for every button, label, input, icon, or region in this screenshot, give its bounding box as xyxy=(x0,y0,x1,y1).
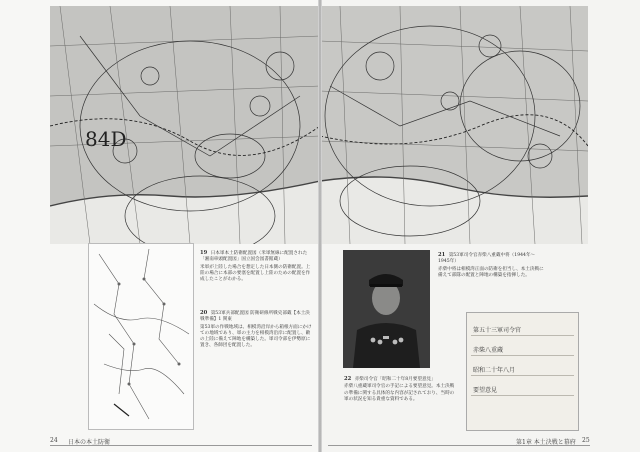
caption-20 xyxy=(200,310,312,350)
defense-map-left xyxy=(50,6,320,244)
letter-ruled-line xyxy=(471,375,574,376)
page-number-left: 24 xyxy=(50,437,58,444)
caption-title: 赤柴司令官「昭和二十年8月要望意見」 xyxy=(354,377,436,382)
caption-body: 米軍が上陸した場合を想定した日本側の防衛配置。上陸の場合に本部の要塞を配置し上陸のための配置を作成したことがわかる。 xyxy=(200,264,311,283)
sketch-drawing xyxy=(89,244,193,429)
caption-number: 21 xyxy=(438,252,446,258)
book-title: 日本の本土防衛 xyxy=(68,439,111,446)
caption-body: 赤柴八重蔵軍司令官の手記による要望意見。本土決戦の準備に関する具体的な内容が記されており、当時の軍の状況を知る貴重な資料である。 xyxy=(344,384,455,402)
division-sketch-map xyxy=(88,243,194,430)
caption-22 xyxy=(344,376,458,403)
page-number-right: 25 xyxy=(582,437,590,444)
caption-number: 20 xyxy=(200,310,208,316)
portrait-drawing xyxy=(343,250,430,368)
map-left-drawing xyxy=(50,6,320,244)
letter-line-4: 要望意見 xyxy=(473,387,498,394)
commander-portrait-photo xyxy=(343,250,430,368)
caption-number: 19 xyxy=(200,250,208,256)
caption-number: 22 xyxy=(344,376,352,382)
letter-line-3: 昭和二十年八月 xyxy=(473,367,516,374)
caption-body: 赤柴中将は相模湾正面の防衛を担当し、本土決戦に備えて部隊の配置と陣地の構築を指揮した。 xyxy=(438,266,544,278)
letter-ruled-line xyxy=(471,395,574,396)
caption-title: 第53軍司令官赤柴八重蔵中将（1944年～1945年） xyxy=(438,253,536,265)
chapter-title: 第1章 本土決戦と幕府 xyxy=(516,439,576,446)
handwritten-letter xyxy=(466,312,579,431)
map-label-84d: 84D xyxy=(85,127,127,151)
map-right-drawing xyxy=(320,6,588,244)
caption-19 xyxy=(200,250,312,283)
defense-map-right xyxy=(320,6,588,244)
letter-line-1: 第五十三軍司令官 xyxy=(473,327,522,334)
letter-ruled-line xyxy=(471,355,574,356)
letter-ruled-line xyxy=(471,335,574,336)
caption-body: 第53軍の作戦地域は、相模湾沿岸から箱根方面にかけての地域であり、軍の主力を相模湾沿岸に配置し、敵の上陸に備えて陣地を構築した。軍司令部を伊勢原に置き、各師団を配置した。 xyxy=(200,324,312,349)
letter-line-2: 赤柴八重蔵 xyxy=(473,347,504,354)
caption-title: 第53軍兵部配置図 防衛研修所戦史部蔵【本土決戦準備】1 関東 xyxy=(200,311,310,323)
caption-21 xyxy=(438,252,544,279)
book-gutter xyxy=(318,0,322,452)
caption-title: 日本軍本土防衛配置図（米軍無線に配置された「湘南車頭配置図」国立国会図書館蔵） xyxy=(200,251,308,263)
